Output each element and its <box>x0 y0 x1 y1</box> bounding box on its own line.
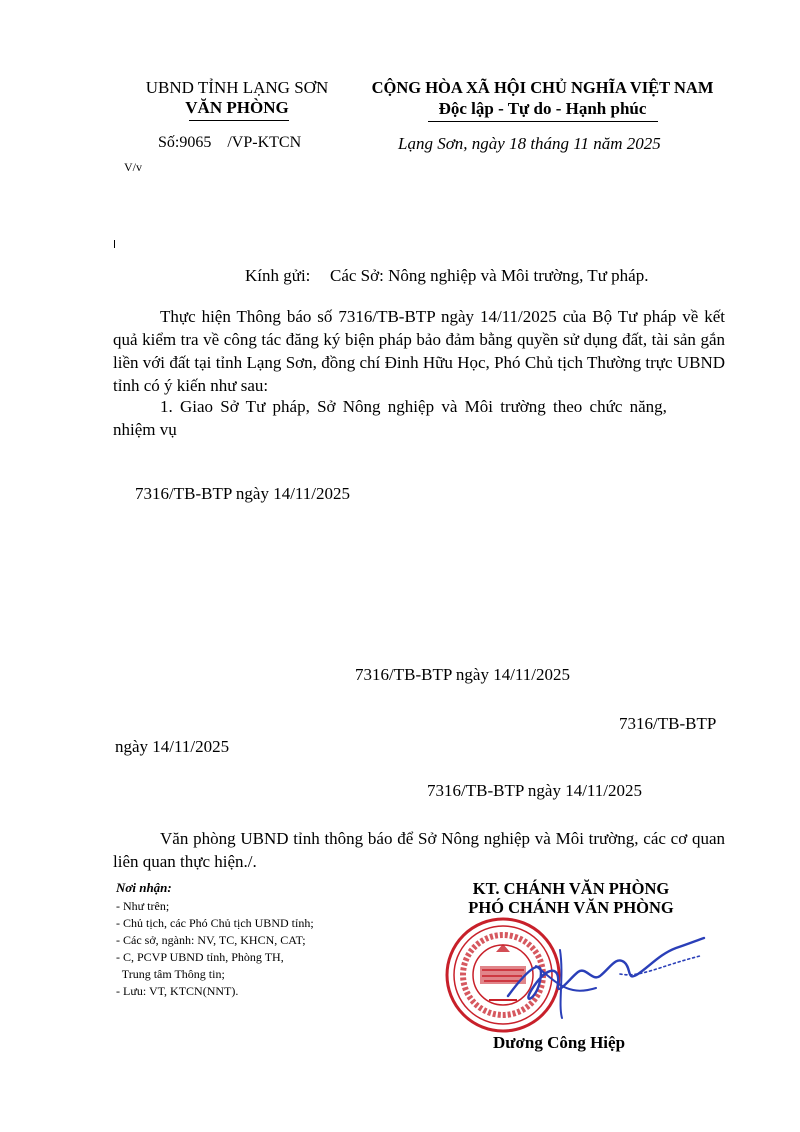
recipient-label: Kính gửi: <box>245 266 311 285</box>
body-paragraph-1: Thực hiện Thông báo số 7316/TB-BTP ngày 14/11/2025 của Bộ Tư pháp về kết quả kiểm tra về công tác đăng ký biện pháp bảo đảm bằng quyền sử dụng đất, tài sản gắn liền với đất tại tỉnh Lạng Sơn, đồng chí Đinh Hữu Học, Phó Chủ tịch Thường trực UBND tỉnh có ý kiến như sau: <box>113 307 725 395</box>
body-paragraph-2-line2: nhiệm vụ <box>113 420 177 439</box>
recipients-item: - Chủ tịch, các Phó Chủ tịch UBND tỉnh; <box>116 916 314 930</box>
place-and-date: Lạng Sơn, ngày 18 tháng 11 năm 2025 <box>398 134 661 153</box>
body-paragraph-2-line1: 1. Giao Sở Tư pháp, Sở Nông nghiệp và Môi trường theo chức năng, <box>160 397 667 416</box>
national-motto: Độc lập - Tự do - Hạnh phúc <box>438 99 647 118</box>
notice-reference-3b: ngày 14/11/2025 <box>115 737 230 756</box>
notice-reference-4: 7316/TB-BTP ngày 14/11/2025 <box>427 781 643 800</box>
recipients-item: Trung tâm Thông tin; <box>116 967 225 981</box>
signer-name: Dương Công Hiệp <box>493 1033 626 1052</box>
recipients-item: - Như trên; <box>116 899 170 913</box>
handwritten-signature-icon <box>500 926 710 1026</box>
notice-reference-3a: 7316/TB-BTP <box>619 714 717 733</box>
recipients-item: - Lưu: VT, KTCN(NNT). <box>116 984 239 998</box>
signature-title-1: KT. CHÁNH VĂN PHÒNG <box>472 879 670 898</box>
document-number: Số:9065 /VP-KTCN <box>158 134 302 151</box>
signature-title-2: PHÓ CHÁNH VĂN PHÒNG <box>468 898 674 917</box>
recipients-item: - C, PCVP UBND tỉnh, Phòng TH, <box>116 950 284 964</box>
header-left-rule <box>189 120 289 121</box>
margin-mark <box>114 240 115 248</box>
recipients-item: - Các sở, ngành: NV, TC, KHCN, CAT; <box>116 933 306 947</box>
issuing-office: VĂN PHÒNG <box>185 98 289 117</box>
recipients-title: Nơi nhận: <box>116 880 172 895</box>
national-title: CỘNG HÒA XÃ HỘI CHỦ NGHĨA VIỆT NAM <box>371 78 714 97</box>
header-right-rule <box>428 121 658 122</box>
notice-reference-2: 7316/TB-BTP ngày 14/11/2025 <box>355 665 571 684</box>
notice-reference-1: 7316/TB-BTP ngày 14/11/2025 <box>135 484 351 503</box>
recipient-value: Các Sở: Nông nghiệp và Môi trường, Tư pháp. <box>330 266 649 285</box>
closing-paragraph: Văn phòng UBND tỉnh thông báo để Sở Nông nghiệp và Môi trường, các cơ quan liên quan thực hiện./. <box>113 829 725 871</box>
issuing-authority: UBND TỈNH LẠNG SƠN <box>145 78 329 97</box>
document-subject: V/v <box>124 160 142 174</box>
